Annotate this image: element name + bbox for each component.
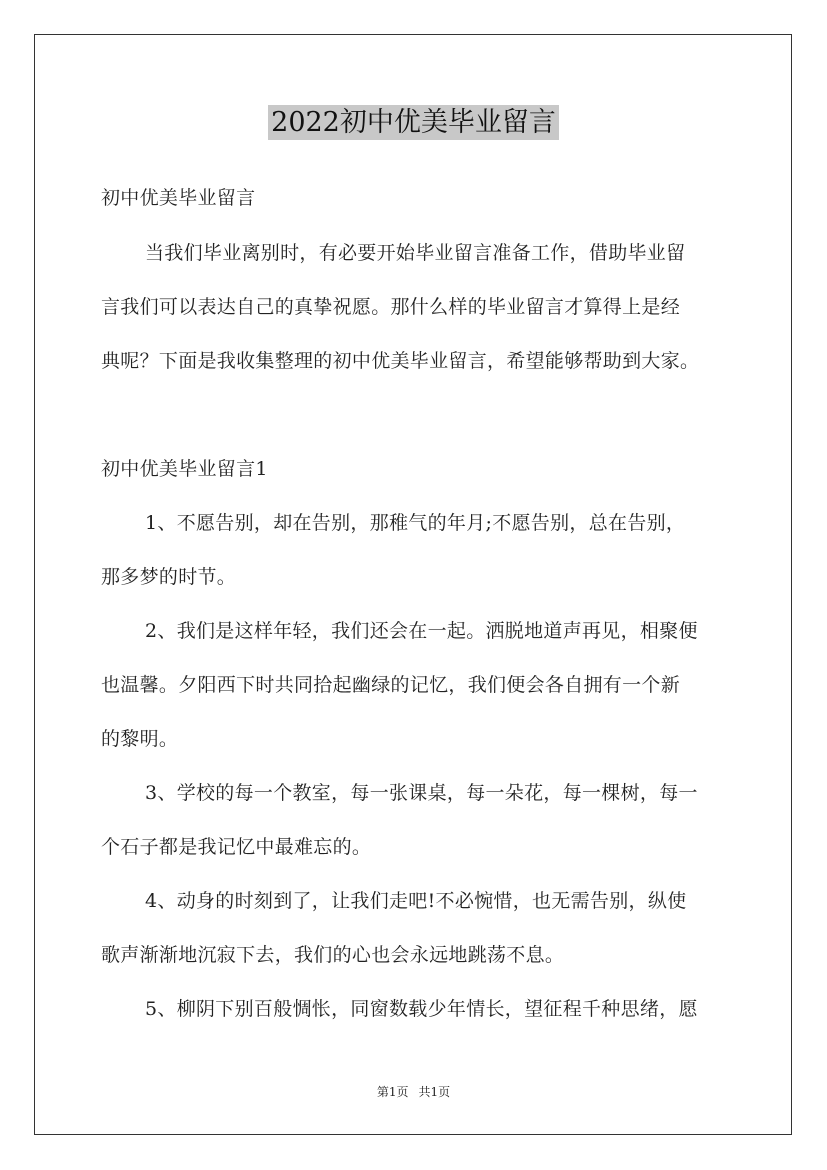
intro-line-3: 典呢？下面是我收集整理的初中优美毕业留言，希望能够帮助到大家。 [101,350,700,372]
item-4-line-1: 4、动身的时刻到了，让我们走吧!不必惋惜，也无需告别，纵使 [145,890,687,912]
item-4-line-2: 歌声渐渐地沉寂下去，我们的心也会永远地跳荡不息。 [101,944,565,966]
item-2-line-3: 的黎明。 [101,728,179,750]
document-title: 2022初中优美毕业留言 [268,105,559,140]
intro-line-2: 言我们可以表达自己的真挚祝愿。那什么样的毕业留言才算得上是经 [101,296,681,318]
item-3-line-2: 个石子都是我记忆中最难忘的。 [101,836,372,858]
item-5-line-1: 5、柳阴下别百般惆怅，同窗数载少年情长，望征程千种思绪，愿 [145,998,698,1020]
item-3-line-1: 3、学校的每一个教室，每一张课桌，每一朵花，每一棵树，每一 [145,782,698,804]
intro-line-1: 当我们毕业离别时，有必要开始毕业留言准备工作，借助毕业留 [145,242,686,264]
item-2-line-2: 也温馨。夕阳西下时共同拾起幽绿的记忆，我们便会各自拥有一个新 [101,674,681,696]
document-heading: 初中优美毕业留言 [101,187,256,209]
item-2-line-1: 2、我们是这样年轻，我们还会在一起。洒脱地道声再见，相聚便 [145,620,698,642]
item-1-line-1: 1、不愿告别，却在告别，那稚气的年月;不愿告别，总在告别， [145,512,686,534]
page-total: 共1页 [418,1085,451,1099]
page-number: 第1页 [376,1085,409,1099]
item-1-line-2: 那多梦的时节。 [101,566,237,588]
page-footer [0,1083,827,1100]
document-title-row [0,100,827,139]
section-heading: 初中优美毕业留言1 [101,458,268,480]
